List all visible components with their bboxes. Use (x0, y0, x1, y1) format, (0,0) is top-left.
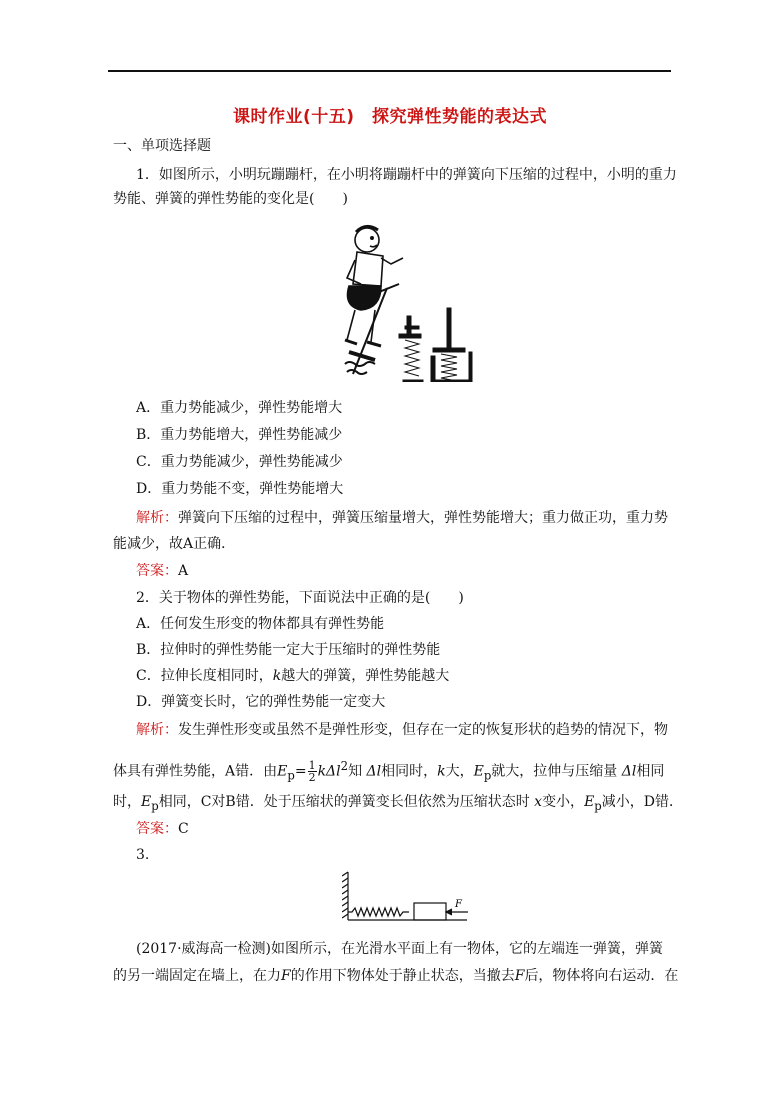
header-rule (108, 70, 671, 72)
formula-fraction (308, 760, 317, 783)
formula-eq: = (294, 763, 307, 780)
q2-analysis-line3 (113, 792, 683, 816)
e-sub: p (151, 798, 159, 813)
delta-l: Δl (366, 763, 382, 780)
e-var: E (473, 763, 484, 780)
pogo-stick-figure (327, 222, 475, 382)
delta-l: Δl (621, 763, 637, 780)
q2-option-c (136, 666, 449, 686)
analysis-label: 解析： (136, 510, 178, 526)
q3-line1: (2017·威海高一检测)如图所示，在光滑水平面上有一物体，它的左端连一弹簧，弹簧 (136, 941, 664, 957)
q3-number: 3. (136, 847, 150, 863)
analysis-text: 时， (113, 794, 141, 810)
q1-option-c: C．重力势能减少，弹性势能减少 (136, 454, 343, 470)
q1-analysis-line1 (136, 508, 668, 528)
analysis-text: 减小，D错． (601, 794, 683, 810)
q3-text: 的作用下物体处于静止状态，当撤去 (290, 968, 515, 984)
analysis-text: 就大，拉伸与压缩量 (491, 763, 618, 780)
answer-label: 答案： (136, 821, 178, 837)
formula-sub: p (287, 768, 295, 783)
e-var: E (584, 794, 595, 810)
answer-value: A (178, 563, 189, 579)
spring-block-figure (342, 870, 472, 925)
q1-option-a: A．重力势能减少，弹性势能增大 (136, 400, 343, 416)
option-c-text-end: 越大的弹簧，弹性势能越大 (281, 668, 450, 684)
analysis-text: 相同 (636, 763, 665, 780)
formula-sup: 2 (340, 759, 349, 773)
analysis-text: 弹簧向下压缩的过程中，弹簧压缩量增大，弹性势能增大；重力做正功，重力势 (178, 510, 668, 526)
force-label: F (455, 899, 462, 910)
q2-analysis-line1 (136, 720, 668, 740)
q3-text: 的另一端固定在墙上，在力 (113, 968, 281, 984)
answer-label: 答案： (136, 563, 178, 579)
formula-k: k (317, 763, 327, 780)
q1-stem-line1: 1．如图所示，小明玩蹦蹦杆，在小明将蹦蹦杆中的弹簧向下压缩的过程中，小明的重力 (136, 167, 677, 183)
formula-e: E (277, 763, 288, 780)
analysis-label: 解析： (136, 722, 178, 738)
section-heading: 一、单项选择题 (113, 138, 211, 154)
analysis-text: 体具有弹性势能，A错．由 (113, 763, 278, 780)
analysis-text: 相同，C对B错．处于压缩状的弹簧变长但依然为压缩状态时 (158, 794, 530, 810)
q2-option-b: B．拉伸时的弹性势能一定大于压缩时的弹性势能 (136, 642, 441, 658)
q3-text: 后，物体将向右运动．在 (524, 968, 679, 984)
q2-stem: 2．关于物体的弹性势能，下面说法中正确的是( ) (136, 590, 464, 606)
e-var: E (141, 794, 152, 810)
q3-line2 (113, 966, 678, 986)
q2-analysis-line2 (113, 756, 664, 785)
analysis-text: 变小， (542, 794, 585, 810)
e-sub: p (594, 798, 602, 813)
q2-option-d: D．弹簧变长时，它的弹性势能一定变大 (136, 694, 386, 710)
x-var: x (534, 794, 543, 810)
f-var: F (514, 968, 525, 984)
fraction-numerator: 1 (308, 759, 316, 773)
q1-answer (136, 561, 188, 581)
answer-value: C (178, 821, 189, 837)
q1-option-b: B．重力势能增大，弹性势能减少 (136, 427, 343, 443)
option-c-text: C．拉伸长度相同时， (136, 668, 273, 684)
page-title: 课时作业(十五) 探究弹性势能的表达式 (232, 107, 548, 127)
analysis-text: 知 (348, 763, 363, 780)
q2-option-a: A．任何发生形变的物体都具有弹性势能 (136, 616, 385, 632)
fraction-denominator: 2 (308, 771, 316, 785)
q1-stem-line2: 势能、弹簧的弹性势能的变化是( ) (113, 191, 348, 207)
q2-answer (136, 819, 189, 839)
formula-delta-l: Δl (326, 763, 341, 780)
q1-analysis-line2: 能减少，故A正确． (113, 536, 236, 552)
analysis-text: 大， (445, 763, 474, 780)
e-sub: p (483, 768, 492, 783)
analysis-text: 发生弹性形变或虽然不是弹性形变，但存在一定的恢复形状的趋势的情况下，物 (178, 722, 668, 738)
option-c-k: k (272, 668, 282, 684)
f-var: F (281, 968, 291, 984)
k-var: k (437, 763, 446, 780)
q1-option-d: D．重力势能不变，弹性势能增大 (136, 481, 344, 497)
analysis-text: 相同时， (381, 763, 438, 780)
